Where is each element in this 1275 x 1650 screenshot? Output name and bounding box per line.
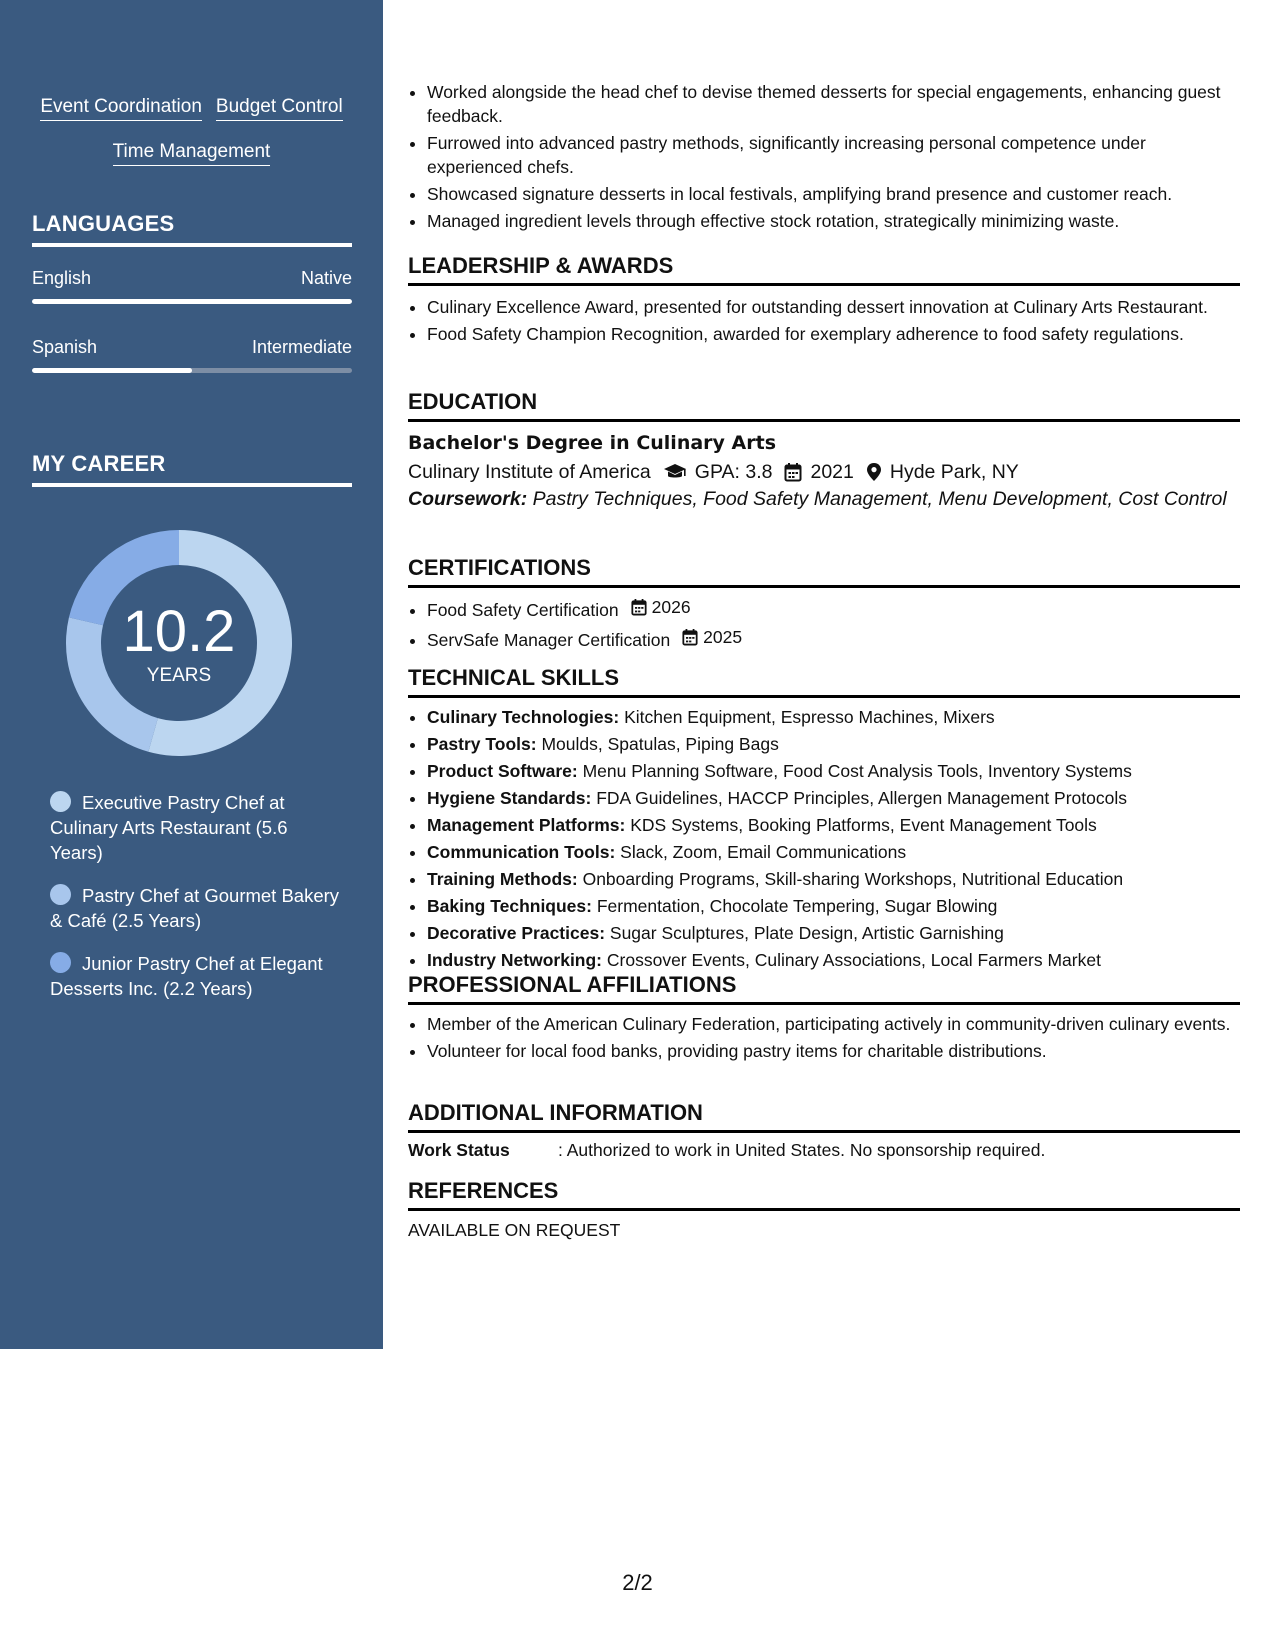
affiliation-item: • Member of the American Culinary Federation, participating actively in community-driven culinary events. [427,1012,1240,1036]
skill-tag: Time Management [113,140,271,166]
affiliation-item: • Volunteer for local food banks, providing pastry items for charitable distributions. [427,1039,1240,1063]
skill-item [427,840,1240,864]
calendar-icon [631,598,647,616]
calendar-icon [682,628,698,646]
skill-tag: Event Coordination [40,95,202,121]
career-heading: MY CAREER [32,451,352,487]
leadership-list [408,295,1240,349]
certification-item [427,595,1240,622]
skill-item [427,705,1240,729]
degree-title: Bachelor's Degree in Culinary Arts [408,432,777,454]
certification-year: 2026 [651,597,691,617]
certification-year: 2025 [703,627,743,647]
coursework [408,487,1240,512]
leadership-heading: LEADERSHIP & AWARDS [408,253,1240,286]
experience-bullet: • Worked alongside the head chef to devise themed desserts for special engagements, enhancing guest feedback. [427,80,1240,128]
career-legend-label: Executive Pastry Chef at Culinary Arts Restaurant (5.6 Years) [50,792,288,863]
skill-tags [20,84,363,174]
language-bar [32,368,352,373]
technical-skills-heading: TECHNICAL SKILLS [408,665,1240,698]
skill-label: Culinary Technologies: [427,707,620,727]
skill-value: Sugar Sculptures, Plate Design, Artistic Garnishing [609,923,1004,943]
language-name: Spanish [32,337,98,357]
career-legend-item [50,883,340,933]
languages-heading: LANGUAGES [32,211,352,247]
skill-label: Baking Techniques: [427,896,592,916]
legend-dot-icon [50,791,71,812]
career-total-value: 10.2 [122,599,236,664]
skill-item [427,894,1240,918]
coursework-list: Pastry Techniques, Food Safety Management, Menu Development, Cost Control [532,488,1227,510]
experience-bullet: • Showcased signature desserts in local festivals, amplifying brand presence and customer reach. [427,182,1240,206]
career-legend [50,790,340,1019]
skill-label: Industry Networking: [427,950,603,970]
language-bar-fill [32,299,352,304]
work-status-label: Work Status [408,1140,510,1160]
skill-value: Moulds, Spatulas, Piping Bags [541,734,779,754]
language-name: English [32,268,92,288]
school-location: Hyde Park, NY [889,461,1019,483]
skill-label: Communication Tools: [427,842,616,862]
sidebar [0,0,383,1349]
skill-value: Kitchen Equipment, Espresso Machines, Mixers [624,707,995,727]
work-status-value: : Authorized to work in United States. No sponsorship required. [558,1140,1046,1160]
gpa: GPA: 3.8 [694,461,773,483]
technical-skills-list [408,705,1240,975]
skill-value: Fermentation, Chocolate Tempering, Sugar Blowing [596,896,998,916]
education-heading: EDUCATION [408,389,1240,422]
affiliations-heading: PROFESSIONAL AFFILIATIONS [408,972,1240,1005]
skill-item [427,948,1240,972]
skill-value: Crossover Events, Culinary Associations, Local Farmers Market [606,950,1101,970]
experience-bullet: • Furrowed into advanced pastry methods, significantly increasing personal competence under experienced chefs. [427,131,1240,179]
leadership-item: • Food Safety Champion Recognition, awarded for exemplary adherence to food safety regulations. [427,322,1240,346]
location-pin-icon [866,462,882,482]
skill-label: Management Platforms: [427,815,626,835]
career-total [66,530,292,756]
additional-info-heading: ADDITIONAL INFORMATION [408,1100,1240,1133]
certifications-heading: CERTIFICATIONS [408,555,1240,588]
legend-dot-icon [50,952,71,973]
education-entry [408,429,1240,512]
certification-item [427,625,1240,652]
coursework-label: Coursework: [408,488,528,510]
skill-value: FDA Guidelines, HACCP Principles, Allergen Management Protocols [596,788,1127,808]
work-status [408,1140,1240,1161]
career-legend-label: Junior Pastry Chef at Elegant Desserts Inc. (2.2 Years) [50,953,323,999]
legend-dot-icon [50,884,71,905]
school-name: Culinary Institute of America [408,461,651,483]
skill-value: Slack, Zoom, Email Communications [620,842,907,862]
career-legend-item [50,951,340,1001]
skill-item [427,786,1240,810]
education-meta [408,457,1240,487]
graduation-year: 2021 [810,461,854,483]
affiliations-list [408,1012,1240,1066]
experience-bullets [408,80,1240,236]
language-level: Intermediate [251,337,352,357]
skill-item [427,921,1240,945]
skill-item [427,732,1240,756]
calendar-icon [784,462,802,482]
graduation-cap-icon [663,462,687,482]
language-spanish [32,337,352,373]
career-legend-item [50,790,340,865]
certification-name: Food Safety Certification [427,600,619,620]
language-english [32,268,352,304]
skill-label: Decorative Practices: [427,923,606,943]
certification-name: ServSafe Manager Certification [427,630,671,650]
skill-label: Product Software: [427,761,578,781]
skill-value: KDS Systems, Booking Platforms, Event Management Tools [630,815,1097,835]
career-total-unit: YEARS [146,665,212,686]
skill-tag: Budget Control [216,95,343,121]
skill-label: Pastry Tools: [427,734,537,754]
leadership-item: • Culinary Excellence Award, presented for outstanding dessert innovation at Culinary Arts Restaurant. [427,295,1240,319]
skill-item [427,867,1240,891]
references-heading: REFERENCES [408,1178,1240,1211]
skill-item [427,759,1240,783]
skill-label: Training Methods: [427,869,578,889]
page-number: 2/2 [622,1570,653,1595]
certifications-list [408,595,1240,655]
skill-item [427,813,1240,837]
skill-label: Hygiene Standards: [427,788,592,808]
experience-bullet: • Managed ingredient levels through effective stock rotation, strategically minimizing waste. [427,209,1240,233]
references-text: AVAILABLE ON REQUEST [408,1220,621,1240]
skill-value: Menu Planning Software, Food Cost Analysis Tools, Inventory Systems [582,761,1132,781]
language-bar [32,299,352,304]
skill-value: Onboarding Programs, Skill-sharing Workshops, Nutritional Education [582,869,1124,889]
language-level: Native [300,268,352,288]
language-bar-fill [32,368,192,373]
career-legend-label: Pastry Chef at Gourmet Bakery & Café (2.5 Years) [50,885,340,931]
